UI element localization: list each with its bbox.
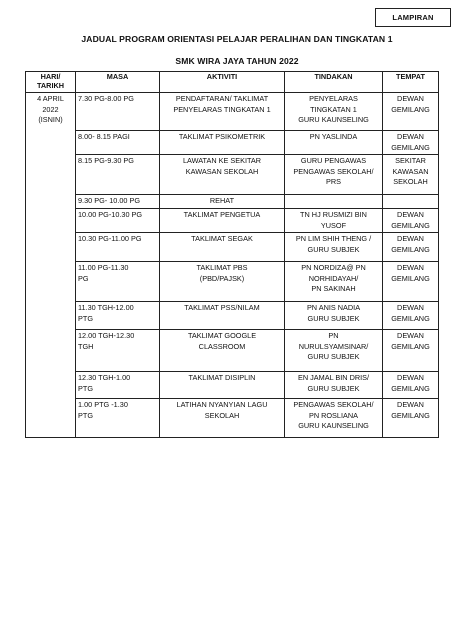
cell-tindakan-line: GURU SUBJEK	[307, 352, 360, 361]
cell-aktiviti-line: LAWATAN KE SEKITAR	[182, 156, 262, 165]
cell-tindakan	[285, 233, 383, 262]
cell-tindakan	[285, 399, 383, 438]
cell-tempat-line: GEMILANG	[391, 341, 430, 351]
cell-aktiviti-line: LATIHAN NYANYIAN LAGU	[176, 400, 268, 409]
cell-tindakan	[285, 330, 383, 372]
document-subtitle: SMK WIRA JAYA TAHUN 2022	[175, 56, 299, 66]
cell-tempat-line: GEMILANG	[391, 313, 430, 323]
cell-tindakan-line: NURULSYAMSINAR/	[298, 341, 369, 351]
cell-tempat-line: DEWAN	[397, 303, 424, 312]
table-row	[26, 330, 439, 372]
cell-masa	[76, 372, 160, 399]
cell-masa-line: 9.30 PG- 10.00 PG	[78, 196, 141, 205]
cell-tindakan-line: PN	[328, 331, 339, 340]
table-row	[26, 399, 439, 438]
cell-masa-line: TGH	[78, 341, 94, 351]
cell-aktiviti-line: TAKLIMAT PSIKOMETRIK	[178, 132, 266, 141]
cell-tempat-line: DEWAN	[397, 210, 424, 219]
schedule-body	[26, 93, 439, 438]
cell-masa-line: PTG	[78, 410, 93, 420]
cell-masa	[76, 155, 160, 195]
cell-aktiviti	[160, 195, 285, 209]
cell-masa-line: 10.30 PG-11.00 PG	[78, 234, 142, 243]
cell-aktiviti	[160, 372, 285, 399]
cell-tempat-line: DEWAN	[397, 234, 424, 243]
table-row	[26, 372, 439, 399]
cell-tindakan-line: NORHIDAYAH/	[308, 273, 359, 283]
cell-hari-tarikh-line: 2022	[42, 104, 59, 114]
cell-tempat-line: DEWAN	[397, 331, 424, 340]
header-tindakan: TINDAKAN	[285, 72, 383, 93]
cell-tindakan-line: PN SAKINAH	[311, 284, 356, 293]
cell-aktiviti-line: PENDAFTARAN/ TAKLIMAT	[175, 94, 269, 103]
cell-aktiviti-line: TAKLIMAT GOOGLE	[187, 331, 257, 340]
header-masa: MASA	[76, 72, 160, 93]
cell-tempat-line: GEMILANG	[391, 410, 430, 420]
cell-tempat	[383, 209, 439, 233]
cell-tindakan-line: EN JAMAL BIN DRIS/	[297, 373, 370, 382]
cell-masa	[76, 262, 160, 302]
cell-masa-line: 1.00 PTG -1.30	[78, 400, 128, 409]
cell-masa-line: 10.00 PG-10.30 PG	[78, 210, 143, 219]
cell-tempat-line: GEMILANG	[391, 104, 430, 114]
lampiran-badge: LAMPIRAN	[375, 8, 451, 27]
cell-masa	[76, 195, 160, 209]
cell-aktiviti-line: (PBD/PAJSK)	[199, 273, 245, 283]
cell-aktiviti	[160, 262, 285, 302]
cell-tempat	[383, 302, 439, 330]
cell-tindakan-line: GURU SUBJEK	[307, 244, 360, 254]
cell-tindakan	[285, 302, 383, 330]
table-row	[26, 262, 439, 302]
cell-aktiviti-line: PENYELARAS TINGKATAN 1	[173, 104, 271, 114]
table-row	[26, 131, 439, 155]
table-row	[26, 195, 439, 209]
cell-tindakan-line: PN YASLINDA	[309, 132, 358, 141]
cell-tindakan-line: PN ANIS NADIA	[306, 303, 361, 312]
cell-tempat	[383, 195, 439, 209]
cell-tindakan-line: GURU KAUNSELING	[298, 421, 369, 430]
cell-aktiviti-line: REHAT	[209, 196, 235, 205]
cell-tindakan	[285, 262, 383, 302]
cell-masa	[76, 399, 160, 438]
cell-masa	[76, 93, 160, 131]
cell-hari-tarikh	[26, 93, 76, 438]
cell-tindakan-line: GURU SUBJEK	[307, 383, 360, 393]
cell-tempat-line: DEWAN	[397, 94, 424, 103]
cell-tempat	[383, 233, 439, 262]
cell-aktiviti	[160, 399, 285, 438]
header-hari-tarikh: HARI/ TARIKH	[26, 72, 76, 93]
cell-tempat-line: KAWASAN	[392, 166, 429, 176]
cell-tindakan-line: TINGKATAN 1	[310, 104, 357, 114]
cell-tempat-line: SEKITAR	[395, 156, 426, 165]
cell-tindakan-line: PENYELARAS	[309, 94, 358, 103]
cell-masa-line: 8.15 PG-9.30 PG	[78, 156, 134, 165]
cell-tempat	[383, 372, 439, 399]
cell-aktiviti-line: TAKLIMAT SEGAK	[191, 234, 253, 243]
cell-aktiviti	[160, 209, 285, 233]
document-title: JADUAL PROGRAM ORIENTASI PELAJAR PERALIHAN DAN TINGKATAN 1	[81, 34, 393, 44]
cell-masa-line: 7.30 PG-8.00 PG	[78, 94, 134, 103]
cell-aktiviti-line: SEKOLAH	[204, 410, 240, 420]
cell-aktiviti-line: TAKLIMAT PBS	[196, 263, 248, 272]
cell-tempat	[383, 93, 439, 131]
cell-tindakan-line: PENGAWAS SEKOLAH/	[293, 400, 374, 409]
cell-aktiviti	[160, 155, 285, 195]
cell-tempat-line: GEMILANG	[391, 244, 430, 254]
cell-aktiviti-line: TAKLIMAT PENGETUA	[183, 210, 261, 219]
cell-masa-line: 11.30 TGH-12.00	[78, 303, 134, 312]
cell-aktiviti-line: TAKLIMAT DISIPLIN	[188, 373, 256, 382]
cell-tindakan	[285, 155, 383, 195]
cell-tindakan-line: YUSOF	[320, 220, 347, 230]
header-tempat: TEMPAT	[383, 72, 439, 93]
cell-masa-line: 12.30 TGH-1.00	[78, 373, 131, 382]
cell-aktiviti	[160, 302, 285, 330]
cell-tempat-line: SEKOLAH	[393, 177, 428, 186]
cell-tempat-line: DEWAN	[397, 400, 424, 409]
cell-tempat	[383, 131, 439, 155]
table-row	[26, 233, 439, 262]
cell-tindakan-line: TN HJ RUSMIZI BIN	[300, 210, 367, 219]
cell-masa-line: 11.00 PG-11.30	[78, 263, 129, 272]
cell-masa-line: PTG	[78, 313, 93, 323]
cell-aktiviti	[160, 93, 285, 131]
table-row	[26, 93, 439, 131]
cell-masa-line: PG	[78, 273, 89, 283]
table-row	[26, 302, 439, 330]
cell-tempat-line: DEWAN	[397, 263, 424, 272]
header-aktiviti: AKTIVITI	[160, 72, 285, 93]
cell-tindakan	[285, 131, 383, 155]
cell-aktiviti	[160, 233, 285, 262]
cell-tempat	[383, 399, 439, 438]
table-row	[26, 209, 439, 233]
cell-masa-line: 8.00- 8.15 PAGI	[78, 132, 130, 141]
cell-tindakan-line: GURU PENGAWAS	[300, 156, 367, 165]
cell-hari-tarikh-line: (ISNIN)	[38, 115, 63, 124]
table-row	[26, 155, 439, 195]
cell-tindakan-line: PN LIM SHIH THENG /	[295, 234, 372, 243]
cell-tempat-line: GEMILANG	[391, 142, 430, 152]
cell-tempat-line: DEWAN	[397, 132, 424, 141]
cell-masa	[76, 131, 160, 155]
cell-aktiviti-line: TAKLIMAT PSS/NILAM	[184, 303, 260, 312]
cell-tindakan-line: PRS	[325, 177, 341, 186]
cell-hari-tarikh-line: 4 APRIL	[37, 94, 64, 103]
cell-tempat	[383, 330, 439, 372]
cell-tindakan-line: GURU KAUNSELING	[298, 115, 369, 124]
cell-aktiviti-line: CLASSROOM	[198, 341, 246, 351]
cell-masa	[76, 330, 160, 372]
cell-aktiviti	[160, 330, 285, 372]
cell-tindakan-line: GURU SUBJEK	[307, 313, 360, 323]
cell-tempat-line: GEMILANG	[391, 273, 430, 283]
cell-masa	[76, 209, 160, 233]
cell-tindakan	[285, 195, 383, 209]
cell-tempat-line: GEMILANG	[391, 220, 430, 230]
cell-tempat	[383, 155, 439, 195]
cell-masa-line: PTG	[78, 383, 93, 393]
cell-tempat-line: GEMILANG	[391, 383, 430, 393]
cell-tempat	[383, 262, 439, 302]
cell-aktiviti-line: KAWASAN SEKOLAH	[185, 166, 259, 176]
cell-aktiviti	[160, 131, 285, 155]
cell-masa-line: 12.00 TGH-12.30	[78, 331, 135, 340]
cell-tindakan-line: PENGAWAS SEKOLAH/	[293, 166, 374, 176]
cell-tindakan	[285, 209, 383, 233]
cell-masa	[76, 302, 160, 330]
cell-tindakan	[285, 93, 383, 131]
cell-tindakan-line: PN ROSLIANA	[308, 410, 359, 420]
table-header-row	[26, 72, 439, 93]
schedule-table	[25, 71, 439, 438]
cell-tempat-line: DEWAN	[397, 373, 424, 382]
cell-masa	[76, 233, 160, 262]
cell-tindakan-line: PN NORDIZA@ PN	[301, 263, 366, 272]
cell-tindakan	[285, 372, 383, 399]
